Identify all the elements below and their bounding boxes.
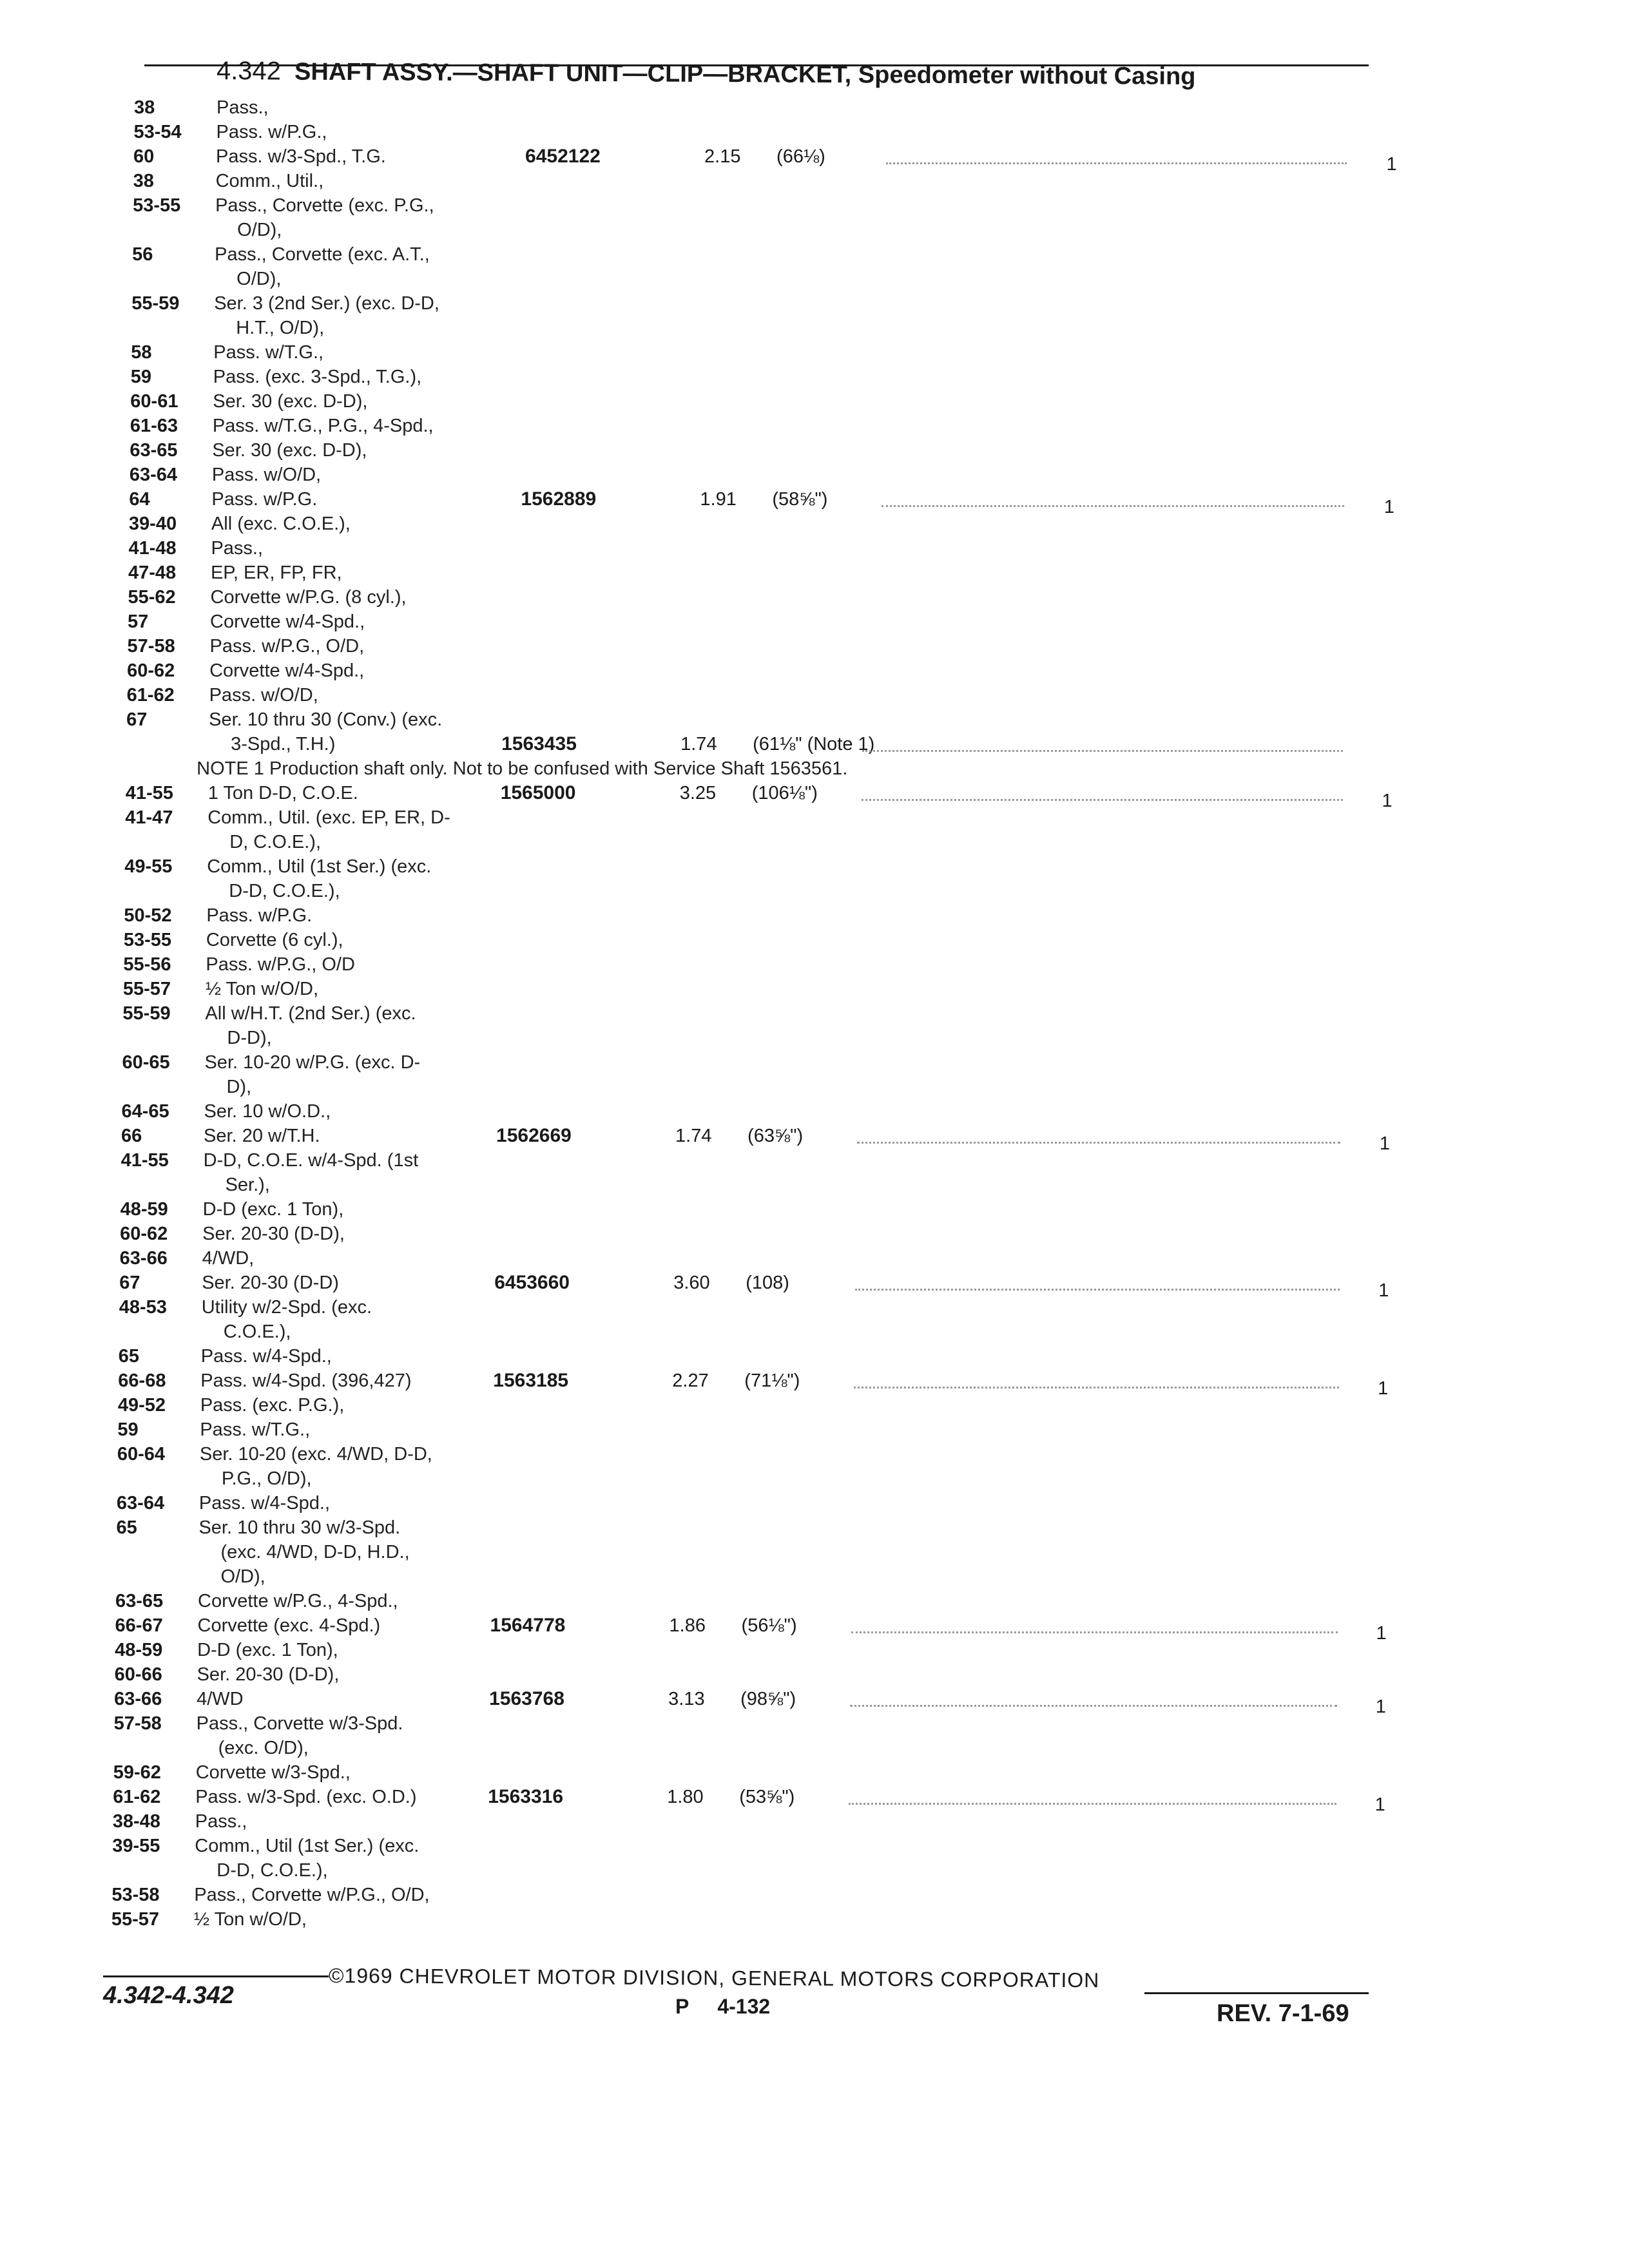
year-range: 56 bbox=[132, 244, 153, 265]
year-range: 60-62 bbox=[120, 1224, 168, 1244]
year-range: 64-65 bbox=[121, 1101, 169, 1122]
application-text: Pass. w/4-Spd. (396,427) bbox=[200, 1370, 412, 1391]
price: 2.15 bbox=[704, 146, 741, 167]
application-text: Corvette w/P.G., 4-Spd., bbox=[198, 1591, 398, 1611]
application-text: Ser. 10-20 w/P.G. (exc. D- bbox=[204, 1052, 421, 1073]
year-range: 55-59 bbox=[122, 1003, 171, 1024]
part-number: 6453660 bbox=[494, 1272, 570, 1293]
application-text: ½ Ton w/O/D, bbox=[205, 979, 319, 999]
year-range: 53-58 bbox=[111, 1885, 160, 1905]
application-text: Ser. 20-30 (D-D), bbox=[202, 1224, 345, 1244]
part-number: 6452122 bbox=[525, 146, 601, 167]
quantity: 1 bbox=[1386, 154, 1397, 175]
year-range: 66-68 bbox=[118, 1370, 166, 1391]
year-range: 48-59 bbox=[120, 1199, 168, 1220]
application-text: Ser. 30 (exc. D-D), bbox=[213, 391, 368, 412]
entry-row bbox=[0, 291, 1629, 340]
application-text: Utility w/2-Spd. (exc. bbox=[201, 1297, 372, 1318]
year-range: 53-55 bbox=[123, 930, 172, 950]
entry-row bbox=[0, 1834, 1629, 1883]
entry-row bbox=[0, 634, 1629, 658]
year-range: 57 bbox=[128, 611, 149, 632]
entry-row bbox=[0, 707, 1629, 756]
year-range: 65 bbox=[116, 1517, 137, 1538]
application-text: Comm., Util., bbox=[215, 171, 324, 191]
year-range: 53-55 bbox=[133, 195, 181, 216]
entry-row bbox=[0, 977, 1629, 1001]
price: 2.27 bbox=[672, 1370, 709, 1391]
year-range: 59 bbox=[117, 1419, 139, 1440]
entry-row bbox=[0, 1809, 1629, 1834]
entry-row bbox=[0, 1418, 1629, 1442]
quantity: 1 bbox=[1375, 1696, 1386, 1717]
entry-row bbox=[0, 561, 1629, 585]
price: 1.86 bbox=[669, 1615, 706, 1636]
application-text-cont: (exc. O/D), bbox=[218, 1738, 309, 1758]
entry-row bbox=[0, 1124, 1629, 1154]
entry-row bbox=[0, 389, 1629, 414]
entry-row bbox=[0, 242, 1629, 291]
entry-row bbox=[0, 438, 1629, 463]
note-text: NOTE 1 Production shaft only. Not to be confused with Service Shaft 1563561. bbox=[197, 758, 848, 779]
application-text: Pass. w/T.G., bbox=[200, 1419, 311, 1440]
year-range: 60-66 bbox=[114, 1664, 162, 1685]
year-range: 41-55 bbox=[125, 783, 173, 803]
leader-dots bbox=[854, 1387, 1339, 1389]
year-range: 63-66 bbox=[119, 1248, 168, 1269]
quantity: 1 bbox=[1378, 1280, 1389, 1301]
application-text: Ser. 10 w/O.D., bbox=[204, 1101, 331, 1122]
application-text-cont: P.G., O/D), bbox=[221, 1468, 312, 1489]
price: 1.74 bbox=[675, 1126, 712, 1146]
year-range: 55-56 bbox=[123, 954, 171, 975]
entry-row bbox=[0, 1711, 1629, 1760]
year-range: 63-64 bbox=[129, 465, 178, 485]
year-range: 55-62 bbox=[128, 587, 176, 608]
entry-row bbox=[0, 781, 1629, 811]
year-range: 38-48 bbox=[112, 1811, 160, 1832]
entry-row bbox=[0, 1491, 1629, 1515]
entry-row bbox=[0, 928, 1629, 952]
shaft-length: (63⅝") bbox=[747, 1126, 804, 1146]
application-text: 4/WD, bbox=[202, 1248, 255, 1269]
footer-rule-right bbox=[1144, 1992, 1369, 1994]
section-number: 4.342 bbox=[216, 57, 282, 86]
entry-row bbox=[0, 1613, 1629, 1644]
application-text-cont: O/D), bbox=[237, 220, 282, 240]
year-range: 57-58 bbox=[113, 1713, 162, 1734]
application-text: Comm., Util. (exc. EP, ER, D- bbox=[207, 807, 450, 828]
entry-row bbox=[0, 536, 1629, 561]
quantity: 1 bbox=[1378, 1378, 1389, 1399]
entry-row bbox=[0, 1785, 1629, 1815]
part-number: 1562889 bbox=[521, 488, 597, 510]
entry-row bbox=[0, 1662, 1629, 1687]
year-range: 61-63 bbox=[130, 416, 178, 436]
year-range: 67 bbox=[119, 1273, 140, 1293]
application-text: All w/H.T. (2nd Ser.) (exc. bbox=[205, 1003, 416, 1024]
shaft-length: (56⅛") bbox=[741, 1615, 797, 1636]
entry-row bbox=[0, 610, 1629, 634]
entry-row bbox=[0, 683, 1629, 707]
entry-row bbox=[0, 1271, 1629, 1301]
shaft-length: (98⅝") bbox=[740, 1689, 796, 1709]
entry-row bbox=[0, 903, 1629, 928]
entry-row bbox=[0, 1589, 1629, 1613]
application-text: Pass. w/4-Spd., bbox=[200, 1346, 332, 1367]
price: 1.74 bbox=[680, 734, 717, 754]
application-text: Pass. (exc. 3-Spd., T.G.), bbox=[213, 367, 422, 387]
application-text-cont: D-D, C.O.E.), bbox=[217, 1860, 328, 1881]
application-text: Pass., Corvette (exc. P.G., bbox=[215, 195, 434, 216]
application-text: Corvette (exc. 4-Spd.) bbox=[197, 1615, 381, 1636]
year-range: 63-64 bbox=[116, 1493, 165, 1514]
application-text-cont: D), bbox=[226, 1077, 252, 1097]
footer-page-letter: P bbox=[675, 1995, 689, 2018]
application-text: ½ Ton w/O/D, bbox=[193, 1909, 307, 1930]
year-range: 38 bbox=[133, 171, 154, 191]
application-text: Corvette (6 cyl.), bbox=[206, 930, 343, 950]
application-text: Pass. w/P.G., bbox=[216, 122, 327, 142]
year-range: 60 bbox=[133, 146, 155, 167]
application-text: Pass. w/P.G. bbox=[211, 489, 318, 510]
application-text: Ser. 3 (2nd Ser.) (exc. D-D, bbox=[214, 293, 439, 314]
leader-dots bbox=[886, 162, 1346, 164]
year-range: 47-48 bbox=[128, 562, 177, 583]
quantity: 1 bbox=[1383, 497, 1394, 517]
footer-page-number bbox=[675, 1995, 770, 2019]
year-range: 57-58 bbox=[127, 636, 175, 657]
part-number: 1563435 bbox=[501, 733, 577, 754]
application-text-cont: O/D), bbox=[220, 1566, 265, 1587]
part-number: 1565000 bbox=[500, 782, 576, 803]
year-range: 66-67 bbox=[115, 1615, 163, 1636]
leader-dots bbox=[850, 1705, 1337, 1707]
application-text-cont: H.T., O/D), bbox=[236, 318, 325, 338]
year-range: 53-54 bbox=[133, 122, 182, 142]
year-range: 64 bbox=[129, 489, 150, 510]
year-range: 59 bbox=[130, 367, 152, 387]
footer-revision: REV. 7-1-69 bbox=[1217, 2000, 1349, 2027]
year-range: 63-66 bbox=[114, 1689, 162, 1709]
application-text: D-D (exc. 1 Ton), bbox=[202, 1199, 344, 1220]
quantity: 1 bbox=[1376, 1623, 1387, 1644]
application-text: D-D, C.O.E. w/4-Spd. (1st bbox=[203, 1150, 419, 1171]
year-range: 55-57 bbox=[122, 979, 171, 999]
shaft-length: (58⅝") bbox=[772, 489, 828, 510]
application-text-cont: (exc. 4/WD, D-D, H.D., bbox=[220, 1542, 410, 1562]
part-number: 1563316 bbox=[488, 1786, 564, 1807]
application-text: 1 Ton D-D, C.O.E. bbox=[207, 783, 358, 803]
year-range: 55-59 bbox=[131, 293, 180, 314]
application-text-cont: O/D), bbox=[236, 269, 282, 289]
year-range: 59-62 bbox=[113, 1762, 161, 1783]
application-text: Corvette w/4-Spd., bbox=[210, 611, 365, 632]
price: 3.25 bbox=[679, 783, 717, 803]
entry-row bbox=[0, 1369, 1629, 1399]
application-text: Ser. 10 thru 30 w/3-Spd. bbox=[198, 1517, 401, 1538]
entry-row bbox=[0, 1442, 1629, 1491]
year-range: 39-55 bbox=[112, 1836, 160, 1856]
entry-row bbox=[0, 365, 1629, 389]
application-text: EP, ER, FP, FR, bbox=[210, 562, 342, 583]
application-text: Comm., Util (1st Ser.) (exc. bbox=[195, 1836, 419, 1856]
entry-row bbox=[0, 1148, 1629, 1197]
year-range: 58 bbox=[131, 342, 152, 363]
year-range: 60-65 bbox=[122, 1052, 170, 1073]
year-range: 48-59 bbox=[115, 1640, 163, 1660]
application-text: Pass., Corvette w/3-Spd. bbox=[196, 1713, 403, 1734]
application-text: Pass., bbox=[217, 97, 269, 118]
price: 3.60 bbox=[673, 1273, 710, 1293]
application-text: 4/WD bbox=[197, 1689, 244, 1709]
year-range: 41-47 bbox=[125, 807, 173, 828]
leader-dots bbox=[855, 1289, 1340, 1291]
year-range: 49-52 bbox=[117, 1395, 166, 1416]
entry-row bbox=[0, 854, 1629, 903]
entry-row bbox=[0, 95, 1629, 120]
application-text: Corvette w/3-Spd., bbox=[195, 1762, 351, 1783]
application-text: Pass. (exc. P.G.), bbox=[200, 1395, 345, 1416]
shaft-length: (108) bbox=[746, 1273, 789, 1293]
footer-rule-left bbox=[103, 1975, 329, 1977]
entry-row bbox=[0, 1001, 1629, 1050]
part-number: 1563768 bbox=[489, 1688, 564, 1709]
application-text-cont: D, C.O.E.), bbox=[229, 832, 322, 852]
part-number: 1562669 bbox=[496, 1125, 572, 1146]
application-text: Ser. 20-30 (D-D), bbox=[197, 1664, 340, 1685]
year-range: 63-65 bbox=[115, 1591, 164, 1611]
application-text: D-D (exc. 1 Ton), bbox=[197, 1640, 338, 1660]
year-range: 63-65 bbox=[130, 440, 178, 461]
entry-row bbox=[0, 1515, 1629, 1589]
entry-row bbox=[0, 1099, 1629, 1124]
application-text: All (exc. C.O.E.), bbox=[211, 514, 351, 534]
entry-row bbox=[0, 1050, 1629, 1099]
year-range: 66 bbox=[121, 1126, 142, 1146]
application-text: Pass., Corvette w/P.G., O/D, bbox=[194, 1885, 430, 1905]
entry-row bbox=[0, 952, 1629, 977]
application-text: Pass., Corvette (exc. A.T., bbox=[215, 244, 430, 265]
year-range: 50-52 bbox=[124, 905, 172, 926]
quantity: 1 bbox=[1379, 1133, 1390, 1154]
application-text: Ser. 20-30 (D-D) bbox=[202, 1273, 339, 1293]
entry-row bbox=[0, 1246, 1629, 1271]
leader-dots bbox=[882, 505, 1344, 507]
application-text-cont: 3-Spd., T.H.) bbox=[231, 734, 336, 754]
price: 1.80 bbox=[667, 1787, 704, 1807]
note-row bbox=[0, 756, 1629, 781]
entry-row bbox=[0, 1638, 1629, 1662]
year-range: 60-62 bbox=[127, 660, 175, 681]
leader-dots bbox=[862, 799, 1343, 801]
entry-row bbox=[0, 1393, 1629, 1418]
entry-row bbox=[0, 1907, 1629, 1932]
application-text: Pass. w/4-Spd., bbox=[198, 1493, 331, 1514]
entry-row bbox=[0, 487, 1629, 517]
price: 3.13 bbox=[668, 1689, 705, 1709]
year-range: 41-48 bbox=[128, 538, 177, 559]
year-range: 61-62 bbox=[126, 685, 175, 706]
entry-row bbox=[0, 1222, 1629, 1246]
shaft-length: (106⅛") bbox=[751, 783, 818, 803]
entry-row bbox=[0, 658, 1629, 683]
shaft-length: (61⅛" (Note 1) bbox=[753, 734, 875, 754]
entry-row bbox=[0, 120, 1629, 144]
entry-row bbox=[0, 512, 1629, 536]
quantity: 1 bbox=[1374, 1794, 1385, 1815]
entry-row bbox=[0, 463, 1629, 487]
year-range: 61-62 bbox=[113, 1787, 161, 1807]
application-text-cont: Ser.), bbox=[225, 1175, 270, 1195]
year-range: 60-64 bbox=[117, 1444, 166, 1465]
year-range: 60-61 bbox=[130, 391, 178, 412]
application-text: Pass. w/P.G. bbox=[206, 905, 313, 926]
entry-row bbox=[0, 585, 1629, 610]
year-range: 41-55 bbox=[120, 1150, 169, 1171]
entry-row bbox=[0, 1344, 1629, 1369]
entry-row bbox=[0, 340, 1629, 365]
shaft-length: (53⅝") bbox=[739, 1787, 795, 1807]
application-text: Pass. w/P.G., O/D bbox=[206, 954, 355, 975]
footer-section-range: 4.342-4.342 bbox=[103, 1982, 234, 2009]
leader-dots bbox=[862, 750, 1343, 752]
application-text: Ser. 10-20 (exc. 4/WD, D-D, bbox=[199, 1444, 432, 1465]
year-range: 38 bbox=[134, 97, 155, 118]
footer-copyright: ©1969 CHEVROLET MOTOR DIVISION, GENERAL MOTORS CORPORATION bbox=[328, 1964, 1100, 1992]
entry-row bbox=[0, 1760, 1629, 1785]
entry-row bbox=[0, 805, 1629, 854]
application-text: Pass., bbox=[195, 1811, 247, 1832]
part-number: 1564778 bbox=[490, 1615, 566, 1636]
application-text: Pass., bbox=[211, 538, 264, 559]
entry-row bbox=[0, 414, 1629, 438]
price: 1.91 bbox=[700, 489, 737, 510]
application-text: Ser. 10 thru 30 (Conv.) (exc. bbox=[209, 709, 443, 730]
year-range: 49-55 bbox=[124, 856, 173, 877]
entry-row bbox=[0, 1687, 1629, 1717]
year-range: 65 bbox=[118, 1346, 140, 1367]
entry-row bbox=[0, 1883, 1629, 1907]
application-text: Ser. 30 (exc. D-D), bbox=[212, 440, 367, 461]
application-text: Pass. w/T.G., bbox=[213, 342, 324, 363]
application-text-cont: C.O.E.), bbox=[223, 1321, 291, 1342]
application-text-cont: D-D), bbox=[227, 1028, 272, 1048]
application-text: Pass. w/3-Spd. (exc. O.D.) bbox=[195, 1787, 417, 1807]
leader-dots bbox=[851, 1631, 1338, 1633]
application-text: Pass. w/O/D, bbox=[211, 465, 322, 485]
leader-dots bbox=[857, 1142, 1340, 1144]
section-title: SHAFT ASSY.—SHAFT UNIT—CLIP—BRACKET, Speedometer without Casing bbox=[294, 58, 1196, 90]
application-text: Pass. w/P.G., O/D, bbox=[209, 636, 365, 657]
shaft-length: (66⅛) bbox=[776, 146, 825, 167]
application-text: Ser. 20 w/T.H. bbox=[204, 1126, 320, 1146]
leader-dots bbox=[849, 1803, 1336, 1805]
application-text: Pass. w/T.G., P.G., 4-Spd., bbox=[212, 416, 434, 436]
footer-page-num: 4-132 bbox=[717, 1995, 771, 2018]
quantity: 1 bbox=[1382, 791, 1393, 811]
year-range: 48-53 bbox=[119, 1297, 167, 1318]
application-text: Pass. w/3-Spd., T.G. bbox=[216, 146, 386, 167]
entry-row bbox=[0, 1197, 1629, 1222]
year-range: 39-40 bbox=[128, 514, 177, 534]
application-text: Pass. w/O/D, bbox=[209, 685, 318, 706]
shaft-length: (71⅛") bbox=[744, 1370, 800, 1391]
entry-row bbox=[0, 1295, 1629, 1344]
application-text: Corvette w/4-Spd., bbox=[209, 660, 365, 681]
entry-row bbox=[0, 169, 1629, 193]
application-text: Comm., Util (1st Ser.) (exc. bbox=[207, 856, 432, 877]
year-range: 67 bbox=[126, 709, 148, 730]
part-number: 1563185 bbox=[493, 1370, 569, 1391]
application-text: Corvette w/P.G. (8 cyl.), bbox=[210, 587, 407, 608]
year-range: 55-57 bbox=[111, 1909, 160, 1930]
entry-row bbox=[0, 193, 1629, 242]
application-text-cont: D-D, C.O.E.), bbox=[229, 881, 340, 901]
entry-row bbox=[0, 144, 1629, 175]
